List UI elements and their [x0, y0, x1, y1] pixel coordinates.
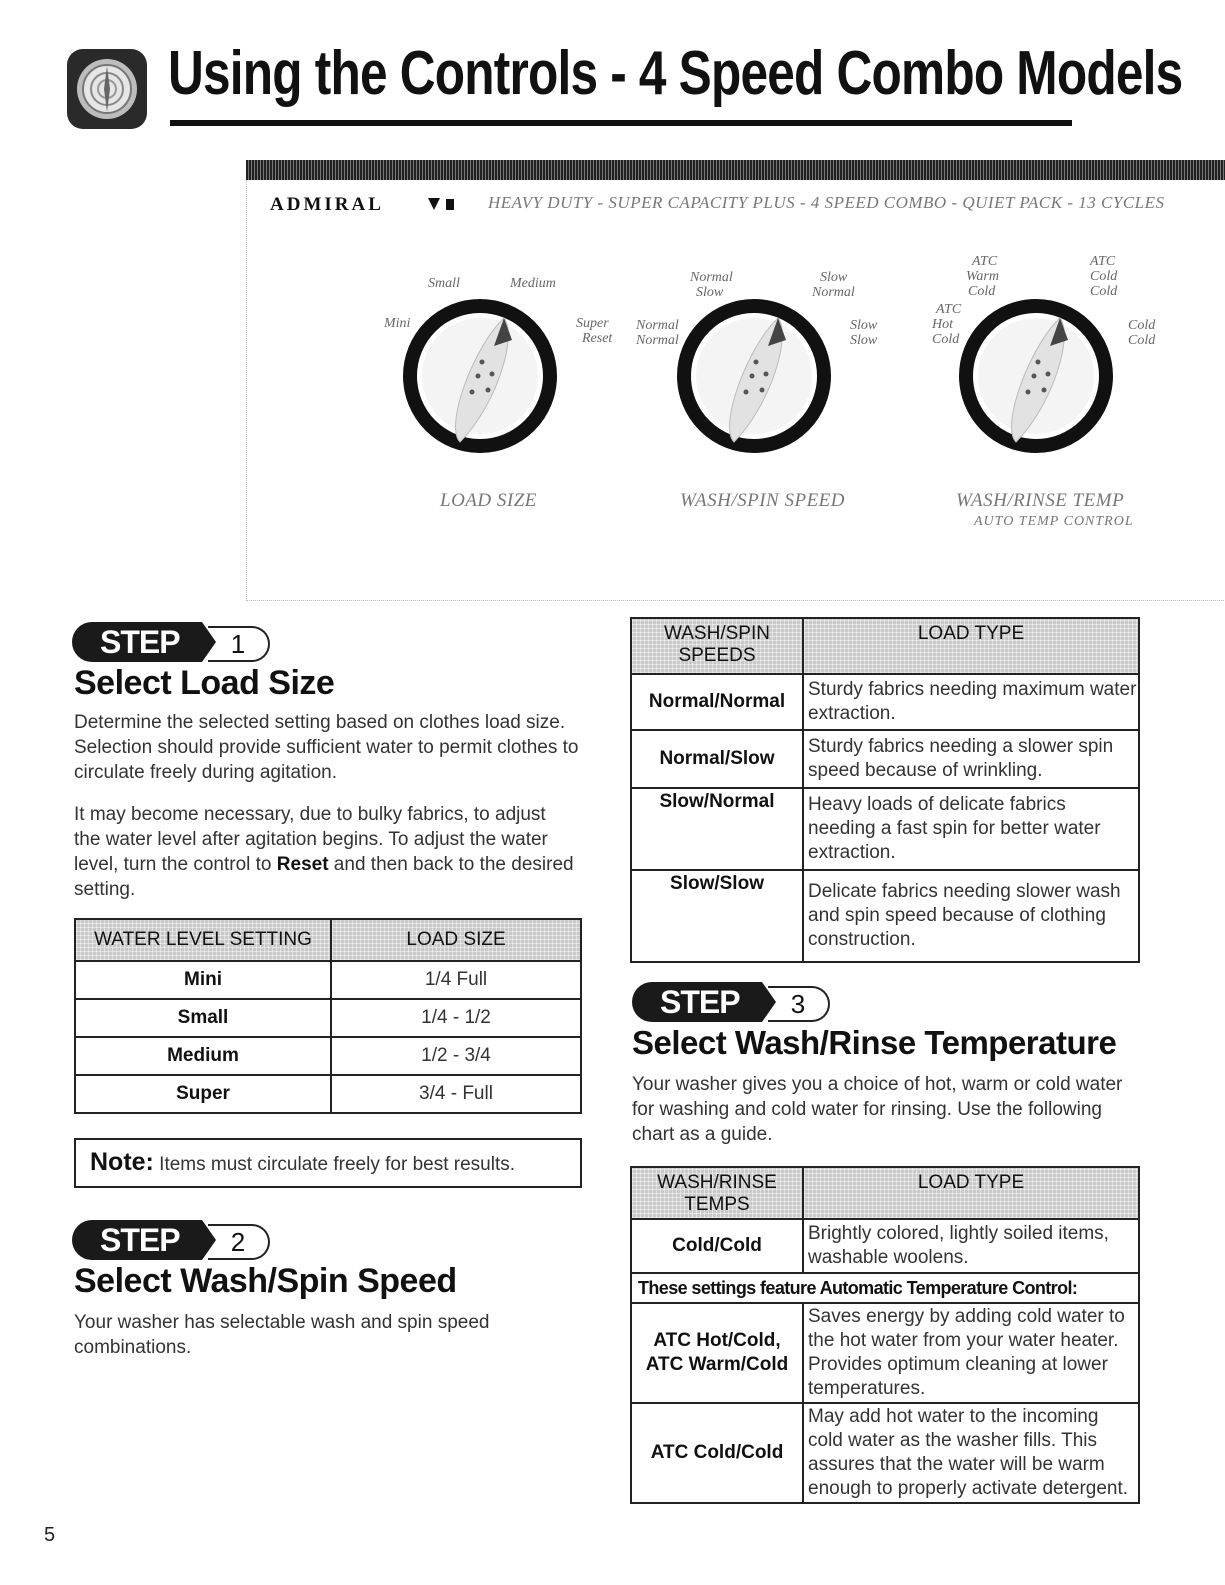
table-header: WATER LEVEL SETTING — [75, 919, 331, 961]
panel-top-strip — [246, 160, 1225, 180]
step-label: STEP — [72, 1220, 202, 1260]
dial-label-normal-slow: Normal Slow — [690, 270, 733, 300]
note-text: Items must circulate freely for best results. — [153, 1154, 516, 1175]
dial-label-small: Small — [428, 276, 460, 291]
dial-label-atc-warm-cold: ATC Warm Cold — [966, 254, 999, 299]
dial-label-reset: Reset — [582, 331, 613, 346]
dial-label-slow-slow: Slow Slow — [850, 318, 878, 348]
step-1-paragraph-2: It may become necessary, due to bulky fabrics, to adjust the water level after agitation begins. To adjust the water level, turn the control to Reset and then back to the desired setting. — [74, 804, 574, 900]
table-row: Slow/Normal Heavy loads of delicate fabrics needing a fast spin for better water extraction. — [631, 788, 1139, 870]
step-1-paragraph-1: Determine the selected setting based on clothes load size. Selection should provide sufficient water to permit clothes to circulate freely during agitation. — [74, 712, 579, 783]
dial-label-mini: Mini — [384, 316, 411, 331]
wash-spin-dial[interactable] — [674, 296, 834, 456]
table-row: Small 1/4 - 1/2 — [75, 999, 581, 1037]
wash-spin-caption: WASH/SPIN SPEED — [680, 490, 846, 511]
table-row: Medium 1/2 - 3/4 — [75, 1037, 581, 1075]
dial-label-atc-hot-cold: ATC Hot Cold — [932, 302, 962, 347]
step-1-title: Select Load Size — [74, 664, 335, 702]
step-2-title: Select Wash/Spin Speed — [74, 1262, 457, 1300]
table-row: Slow/Slow Delicate fabrics needing slower wash and spin speed because of clothing construction. — [631, 870, 1139, 962]
table-row: Mini 1/4 Full — [75, 961, 581, 999]
wash-rinse-temp-dial[interactable] — [956, 296, 1116, 456]
page-title: Using the Controls - 4 Speed Combo Models — [168, 39, 1183, 108]
load-size-dial[interactable] — [400, 296, 560, 456]
step-2-paragraph: Your washer has selectable wash and spin speed combinations. — [74, 1312, 490, 1358]
page-number: 5 — [44, 1524, 56, 1546]
note-label: Note: — [90, 1148, 154, 1176]
table-row: ATC Hot/Cold, ATC Warm/Cold Saves energy by adding cold water to the hot water from your water heater. Provides optimum cleaning at lower temperatures. — [631, 1303, 1139, 1403]
table-row: ATC Cold/Cold May add hot water to the incoming cold water as the washer fills. This assures that the water will be warm enough to properly activate detergent. — [631, 1403, 1139, 1503]
step-number: 3 — [768, 986, 830, 1022]
dial-label-atc-cold-cold: ATC Cold Cold — [1090, 254, 1118, 299]
note-box — [74, 1138, 582, 1188]
table-row: Super 3/4 - Full — [75, 1075, 581, 1113]
dial-icon — [66, 48, 148, 130]
step-3-paragraph: Your washer gives you a choice of hot, warm or cold water for washing and cold water for rinsing. Use the following chart as a guide. — [632, 1074, 1123, 1145]
model-description: HEAVY DUTY - SUPER CAPACITY PLUS - 4 SPEED COMBO - QUIET PACK - 13 CYCLES — [488, 193, 1165, 212]
dial-label-super: Super — [576, 316, 609, 331]
dial-label-normal-normal: Normal Normal — [636, 318, 679, 348]
table-header: WASH/RINSE TEMPS — [631, 1167, 803, 1219]
brand-name: ADMIRAL — [270, 194, 384, 215]
dial-label-slow-normal: Slow Normal — [812, 270, 855, 300]
title-rule — [170, 120, 1072, 126]
step-number: 2 — [208, 1224, 270, 1260]
table-row: Normal/Slow Sturdy fabrics needing a slower spin speed because of wrinkling. — [631, 730, 1139, 788]
table-row: Cold/Cold Brightly colored, lightly soiled items, washable woolens. — [631, 1219, 1139, 1273]
wash-rinse-caption: WASH/RINSE TEMP — [956, 490, 1125, 511]
wash-spin-table — [630, 617, 1140, 963]
load-size-caption: LOAD SIZE — [440, 490, 537, 511]
step-number: 1 — [208, 626, 270, 662]
table-header: LOAD TYPE — [803, 1167, 1139, 1219]
auto-temp-control-caption: AUTO TEMP CONTROL — [974, 514, 1134, 529]
water-level-table — [74, 918, 582, 1114]
table-row: Normal/Normal Sturdy fabrics needing maximum water extraction. — [631, 674, 1139, 730]
table-header: LOAD SIZE — [331, 919, 581, 961]
step-label: STEP — [632, 982, 762, 1022]
brand-logo-mark — [426, 196, 456, 212]
dial-label-medium: Medium — [510, 276, 556, 291]
table-header: LOAD TYPE — [803, 618, 1139, 674]
wash-rinse-table — [630, 1166, 1140, 1504]
step-label: STEP — [72, 622, 202, 662]
step-3-title: Select Wash/Rinse Temperature — [632, 1024, 1117, 1061]
table-header: WASH/SPIN SPEEDS — [631, 618, 803, 674]
atc-heading-row: These settings feature Automatic Temperature Control: — [631, 1273, 1139, 1303]
dial-label-cold-cold: Cold Cold — [1128, 318, 1156, 348]
